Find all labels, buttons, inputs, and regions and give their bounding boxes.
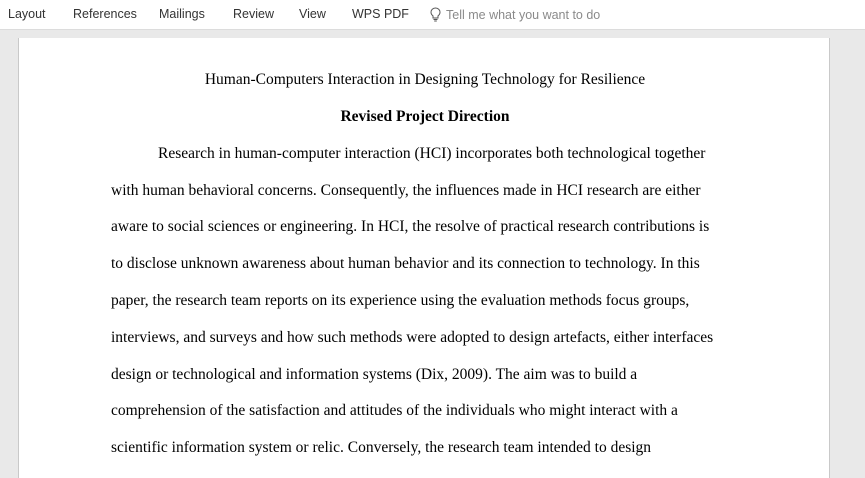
paragraph-line: aware to social sciences or engineering. In HCI, the resolve of practical research contributions is [111, 218, 710, 235]
tab-wps-pdf[interactable]: WPS PDF [352, 7, 409, 21]
document-page[interactable] [18, 38, 830, 478]
paragraph-line: comprehension of the satisfaction and attitudes of the individuals who might interact with a [111, 402, 678, 419]
tell-me-search[interactable] [430, 7, 600, 22]
tab-references[interactable]: References [73, 7, 137, 21]
tab-review[interactable]: Review [233, 7, 274, 21]
tab-mailings[interactable]: Mailings [159, 7, 205, 21]
ribbon-tab-bar [0, 0, 865, 30]
document-title: Human-Computers Interaction in Designing Technology for Resilience [204, 71, 646, 88]
section-heading: Revised Project Direction [340, 108, 510, 125]
tell-me-placeholder: Tell me what you want to do [446, 7, 601, 22]
paragraph-line: with human behavioral concerns. Consequently, the influences made in HCI research are either [111, 182, 701, 199]
paragraph-line: Research in human-computer interaction (HCI) incorporates both technological together [158, 145, 706, 162]
paragraph-line: scientific information system or relic. Conversely, the research team intended to design [111, 439, 652, 456]
tab-view[interactable]: View [299, 7, 326, 21]
paragraph-line: design or technological and information systems (Dix, 2009). The aim was to build a [111, 366, 638, 383]
paragraph-line: paper, the research team reports on its experience using the evaluation methods focus groups, [111, 292, 690, 309]
lightbulb-icon [430, 7, 441, 22]
paragraph-line: interviews, and surveys and how such methods were adopted to design artefacts, either interfaces [111, 329, 714, 346]
paragraph-line: to disclose unknown awareness about human behavior and its connection to technology. In this [111, 255, 700, 272]
tab-layout[interactable]: Layout [8, 7, 46, 21]
